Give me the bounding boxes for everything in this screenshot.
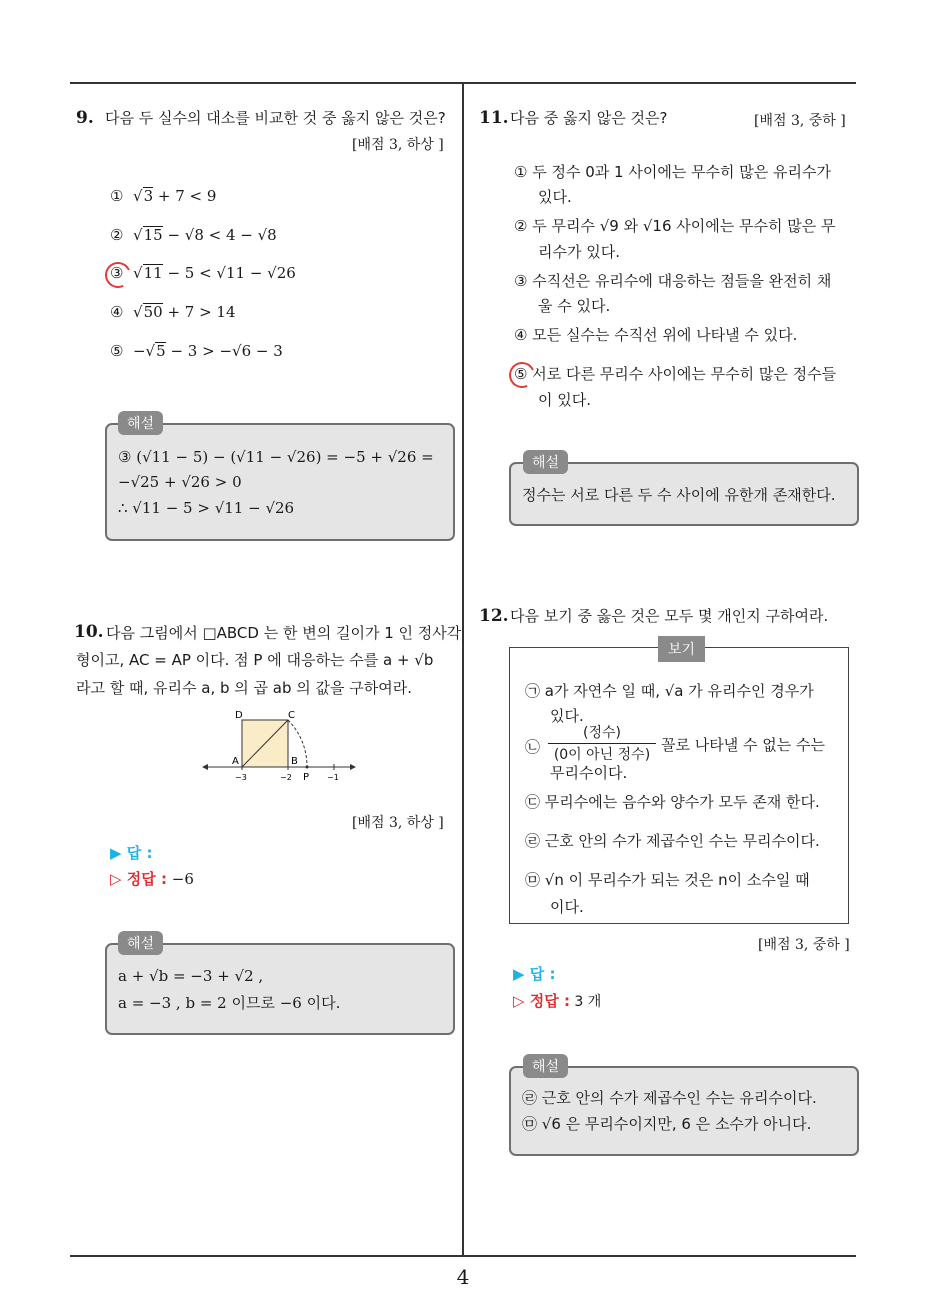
q10-number: 10. — [74, 622, 104, 642]
q12-bogi-2-line-2: 무리수이다. — [550, 764, 628, 782]
option-marker: ② — [110, 226, 124, 244]
column-divider — [462, 84, 464, 1256]
tick-label-minus-1: −1 — [327, 773, 339, 782]
tick-label-minus-3: −3 — [235, 773, 247, 782]
option-marker: ⑤ — [110, 342, 124, 360]
q11-option-3-line-2: 울 수 있다. — [538, 297, 611, 315]
q9-question-text — [105, 104, 446, 132]
option-marker: ① — [110, 187, 124, 205]
q11-option-3-line-1[interactable]: ③ 수직선은 유리수에 대응하는 점들을 완전히 채 — [514, 272, 832, 290]
label-c: C — [288, 710, 295, 721]
q9-meta: [배점 3, 하상 ] — [352, 137, 444, 153]
q11-meta: [배점 3, 중하 ] — [754, 113, 846, 129]
fraction-numerator: (정수) — [583, 725, 621, 741]
option-2-tail: − √8 < 4 − √8 — [167, 226, 277, 244]
option-marker: ④ — [110, 303, 124, 321]
q10-meta: [배점 3, 하상 ] — [352, 815, 444, 831]
q9-solution-tag: 해설 — [118, 411, 163, 435]
tick-label-minus-2: −2 — [280, 773, 292, 782]
q10-line-2: 형이고, AC = AP 이다. 점 P 에 대응하는 수를 a + √b — [76, 651, 434, 669]
q12-answer-label: ▶ 답 : — [513, 965, 556, 983]
q9-option-4[interactable]: ④ √50 + 7 > 14 — [110, 303, 236, 321]
correct-label: ▷ 정답 : — [513, 992, 570, 1010]
q10-solution-line-2: a = −3 , b = 2 이므로 −6 이다. — [118, 994, 341, 1012]
q10-correct-answer — [110, 868, 194, 889]
q11-option-5-line-1[interactable]: ⑤ 서로 다른 무리수 사이에는 무수히 많은 정수들 — [514, 365, 837, 383]
q12-bogi-5-line-1: ㉤ √n 이 무리수가 되는 것은 n이 소수일 때 — [525, 871, 810, 889]
q9-solution-line-1: ③ (√11 − 5) − (√11 − √26) = −5 + √26 = — [118, 448, 434, 466]
label-d: D — [235, 710, 243, 721]
q12-bogi-3: ㉢ 무리수에는 음수와 양수가 모두 존재 한다. — [525, 793, 820, 811]
q9-solution-line-3: ∴ √11 − 5 > √11 − √26 — [118, 499, 295, 517]
q10-solution-line-1: a + √b = −3 + √2 , — [118, 967, 264, 985]
option-3-tail: − 5 < √11 − √26 — [167, 264, 296, 282]
q11-question: 다음 중 옳지 않은 것은? — [510, 109, 668, 127]
q10-line-3: 라고 할 때, 유리수 a, b 의 곱 ab 의 값을 구하여라. — [76, 679, 413, 697]
q11-option-1-line-2: 있다. — [538, 188, 572, 206]
option-1-tail: + 7 < 9 — [157, 187, 217, 205]
correct-value: −6 — [171, 870, 194, 888]
correct-label: ▷ 정답 : — [110, 870, 167, 888]
q12-solution-tag: 해설 — [523, 1054, 568, 1078]
q9-solution-line-2: −√25 + √26 > 0 — [118, 473, 242, 491]
q12-bogi-2-marker: ㉡ — [525, 738, 541, 756]
q12-correct-answer — [513, 990, 601, 1011]
option-marker: ③ — [110, 264, 124, 282]
q12-bogi-1-line-1: ㉠ a가 자연수 일 때, √a 가 유리수인 경우가 — [525, 682, 814, 700]
q12-bogi-4: ㉣ 근호 안의 수가 제곱수인 수는 무리수이다. — [525, 832, 820, 850]
label-p: P — [303, 772, 310, 783]
q9-option-5[interactable]: ⑤ −√5 − 3 > −√6 − 3 — [110, 342, 283, 360]
q10-answer-label: ▶ 답 : — [110, 844, 153, 862]
label-a: A — [232, 756, 239, 767]
q12-question: 다음 보기 중 옳은 것은 모두 몇 개인지 구하여라. — [510, 607, 829, 625]
q9-number: 9. — [76, 108, 94, 128]
q11-number: 11. — [479, 108, 509, 128]
q11-option-1-line-1[interactable]: ① 두 정수 0과 1 사이에는 무수히 많은 유리수가 — [514, 163, 832, 181]
q9-question: 다음 두 실수의 대소를 비교한 것 중 옳지 않은 것은? — [105, 109, 446, 127]
q11-option-4[interactable]: ④ 모든 실수는 수직선 위에 나타낼 수 있다. — [514, 326, 798, 344]
q12-solution-line-2: ㉤ √6 은 무리수이지만, 6 은 소수가 아니다. — [522, 1115, 812, 1133]
bottom-rule — [70, 1255, 856, 1257]
q9-option-1[interactable]: ① √3 + 7 < 9 — [110, 187, 217, 205]
q11-solution-tag: 해설 — [523, 450, 568, 474]
q12-bogi-2-fraction — [548, 722, 656, 764]
q9-option-2[interactable]: ② √15 − √8 < 4 − √8 — [110, 226, 277, 244]
q12-number: 12. — [479, 606, 509, 626]
fraction-denominator: (0이 아닌 정수) — [548, 743, 656, 764]
q12-bogi-2-tail: 꼴로 나타낼 수 없는 수는 — [661, 736, 825, 754]
label-b: B — [291, 756, 298, 767]
q12-meta: [배점 3, 중하 ] — [758, 937, 850, 953]
q11-option-2-line-1[interactable]: ② 두 무리수 √9 와 √16 사이에는 무수히 많은 무 — [514, 217, 836, 235]
q10-solution-tag: 해설 — [118, 931, 163, 955]
page-number: 4 — [456, 1265, 470, 1289]
q11-solution-line-1: 정수는 서로 다른 두 수 사이에 유한개 존재한다. — [522, 486, 836, 504]
square-numberline-figure — [200, 705, 360, 790]
option-4-tail: + 7 > 14 — [167, 303, 236, 321]
q12-bogi-tag: 보기 — [658, 636, 705, 662]
q12-solution-box — [509, 1066, 859, 1156]
q12-solution-line-1: ㉣ 근호 안의 수가 제곱수인 수는 유리수이다. — [522, 1089, 817, 1107]
q10-line-1: 다음 그림에서 □ABCD 는 한 변의 길이가 1 인 정사각 — [106, 624, 462, 642]
option-5-tail: − 3 > −√6 − 3 — [170, 342, 283, 360]
correct-value: 3 개 — [574, 994, 602, 1010]
q9-option-3[interactable]: ③ √11 − 5 < √11 − √26 — [110, 264, 296, 282]
q11-option-5-line-2: 이 있다. — [538, 391, 592, 409]
q11-option-2-line-2: 리수가 있다. — [538, 243, 620, 261]
q12-bogi-5-line-2: 이다. — [550, 898, 584, 916]
q10-solution-box — [105, 943, 455, 1035]
q12-bogi-1-line-2: 있다. — [550, 707, 584, 725]
